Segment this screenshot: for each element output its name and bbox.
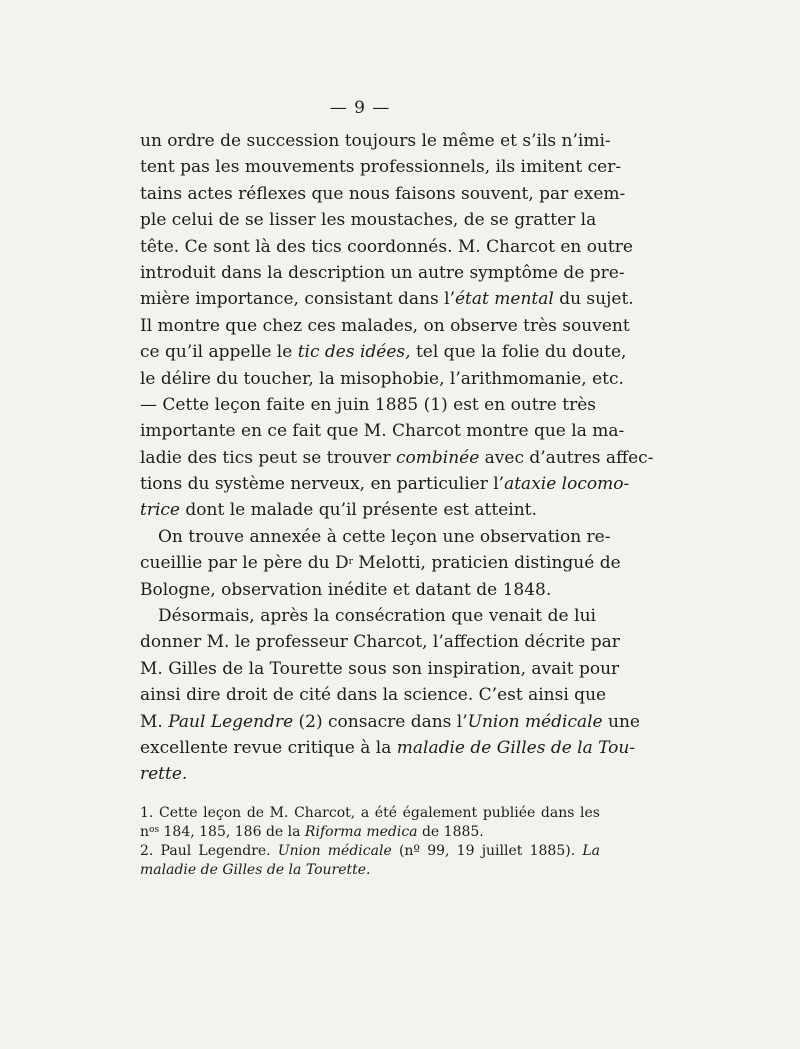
text-line bbox=[140, 286, 634, 312]
body-text bbox=[140, 128, 654, 788]
text-run: ce qu’il appelle le bbox=[140, 342, 298, 363]
footnote-1-line: 1. Cette leçon de M. Charcot, a été également publiée dans les bbox=[140, 805, 600, 821]
text-run: M. bbox=[140, 711, 169, 732]
text-run: cueillie par le père du D bbox=[140, 553, 349, 574]
italic-term: La bbox=[582, 843, 601, 859]
text-line: Bologne, observation inédite et datant de 1848. bbox=[140, 579, 552, 600]
text-run: du sujet. bbox=[553, 289, 634, 310]
text-run: Melotti, praticien distingué de bbox=[352, 553, 621, 574]
text-run: ladie des tics peut se trouver bbox=[140, 447, 396, 468]
italic-term: rette. bbox=[140, 764, 188, 785]
superscript: os bbox=[149, 825, 160, 835]
text-line: tains actes réflexes que nous faisons souvent, par exem- bbox=[140, 183, 626, 204]
text-line: — Cette leçon faite en juin 1885 (1) est en outre très bbox=[140, 394, 596, 415]
text-line: ainsi dire droit de cité dans la science. C’est ainsi que bbox=[140, 685, 607, 706]
text-line bbox=[140, 709, 640, 735]
footnote-2-line bbox=[140, 861, 600, 880]
text-run: mière importance, consistant dans l’ bbox=[140, 289, 455, 310]
text-run: excellente revue critique à la bbox=[140, 737, 397, 758]
text-line: M. Gilles de la Tourette sous son inspiration, avait pour bbox=[140, 658, 620, 679]
page-number: — 9 — bbox=[329, 98, 391, 118]
text-line: Désormais, après la consécration que venait de lui bbox=[158, 606, 596, 627]
italic-term: état mental bbox=[455, 289, 554, 310]
text-line: Il montre que chez ces malades, on observe très souvent bbox=[140, 315, 630, 336]
text-run: une bbox=[602, 711, 640, 732]
text-line bbox=[140, 497, 596, 523]
text-run: de 1885. bbox=[417, 824, 484, 840]
text-run: tel que la folie du doute, bbox=[410, 342, 627, 363]
italic-term: maladie de Gilles de la Tourette. bbox=[140, 862, 371, 878]
italic-term: combinée bbox=[396, 447, 480, 468]
text-line: donner M. le professeur Charcot, l’affection décrite par bbox=[140, 632, 620, 653]
italic-term: Paul Legendre bbox=[168, 711, 294, 732]
text-line: importante en ce fait que M. Charcot montre que la ma- bbox=[140, 421, 625, 442]
text-line: ple celui de se lisser les moustaches, de se gratter la bbox=[140, 210, 597, 231]
italic-term: ataxie locomo- bbox=[504, 474, 630, 495]
italic-term: Union médicale bbox=[467, 711, 603, 732]
text-line: introduit dans la description un autre symptôme de pre- bbox=[140, 262, 625, 283]
text-line bbox=[140, 761, 596, 787]
italic-term: tic des idées, bbox=[297, 342, 411, 363]
text-line: le délire du toucher, la misophobie, l’arithmomanie, etc. bbox=[140, 368, 624, 389]
text-run: 2. Paul Legendre. bbox=[140, 843, 278, 859]
text-line bbox=[140, 445, 654, 471]
text-run: (nº 99, 19 juillet 1885). bbox=[391, 843, 583, 859]
text-line bbox=[140, 339, 627, 365]
italic-term: Union médicale bbox=[277, 843, 392, 859]
text-line: tent pas les mouvements professionnels, ils imitent cer- bbox=[140, 157, 622, 178]
footnote-1-line bbox=[140, 823, 600, 842]
text-run: 184, 185, 186 de la bbox=[159, 824, 305, 840]
text-run: tions du système nerveux, en particulier l’ bbox=[140, 474, 505, 495]
text-line bbox=[140, 471, 630, 497]
superscript: r bbox=[348, 557, 353, 568]
footnotes bbox=[140, 804, 600, 880]
text-line: tête. Ce sont là des tics coordonnés. M. Charcot en outre bbox=[140, 236, 633, 257]
text-line: un ordre de succession toujours le même et s’ils n’imi- bbox=[140, 131, 611, 151]
footnote-2-line bbox=[140, 842, 600, 861]
text-run: (2) consacre dans l’ bbox=[293, 711, 468, 732]
text-line bbox=[140, 735, 636, 761]
text-run: dont le malade qu’il présente est atteint. bbox=[179, 500, 537, 521]
italic-term: trice bbox=[140, 500, 180, 521]
text-run: avec d’autres affec- bbox=[479, 447, 654, 468]
text-run: n bbox=[140, 824, 150, 840]
text-line bbox=[140, 550, 621, 576]
italic-term: Riforma medica bbox=[304, 824, 418, 840]
italic-term: maladie de Gilles de la Tou- bbox=[396, 737, 636, 758]
text-line: On trouve annexée à cette leçon une observation re- bbox=[158, 526, 611, 547]
